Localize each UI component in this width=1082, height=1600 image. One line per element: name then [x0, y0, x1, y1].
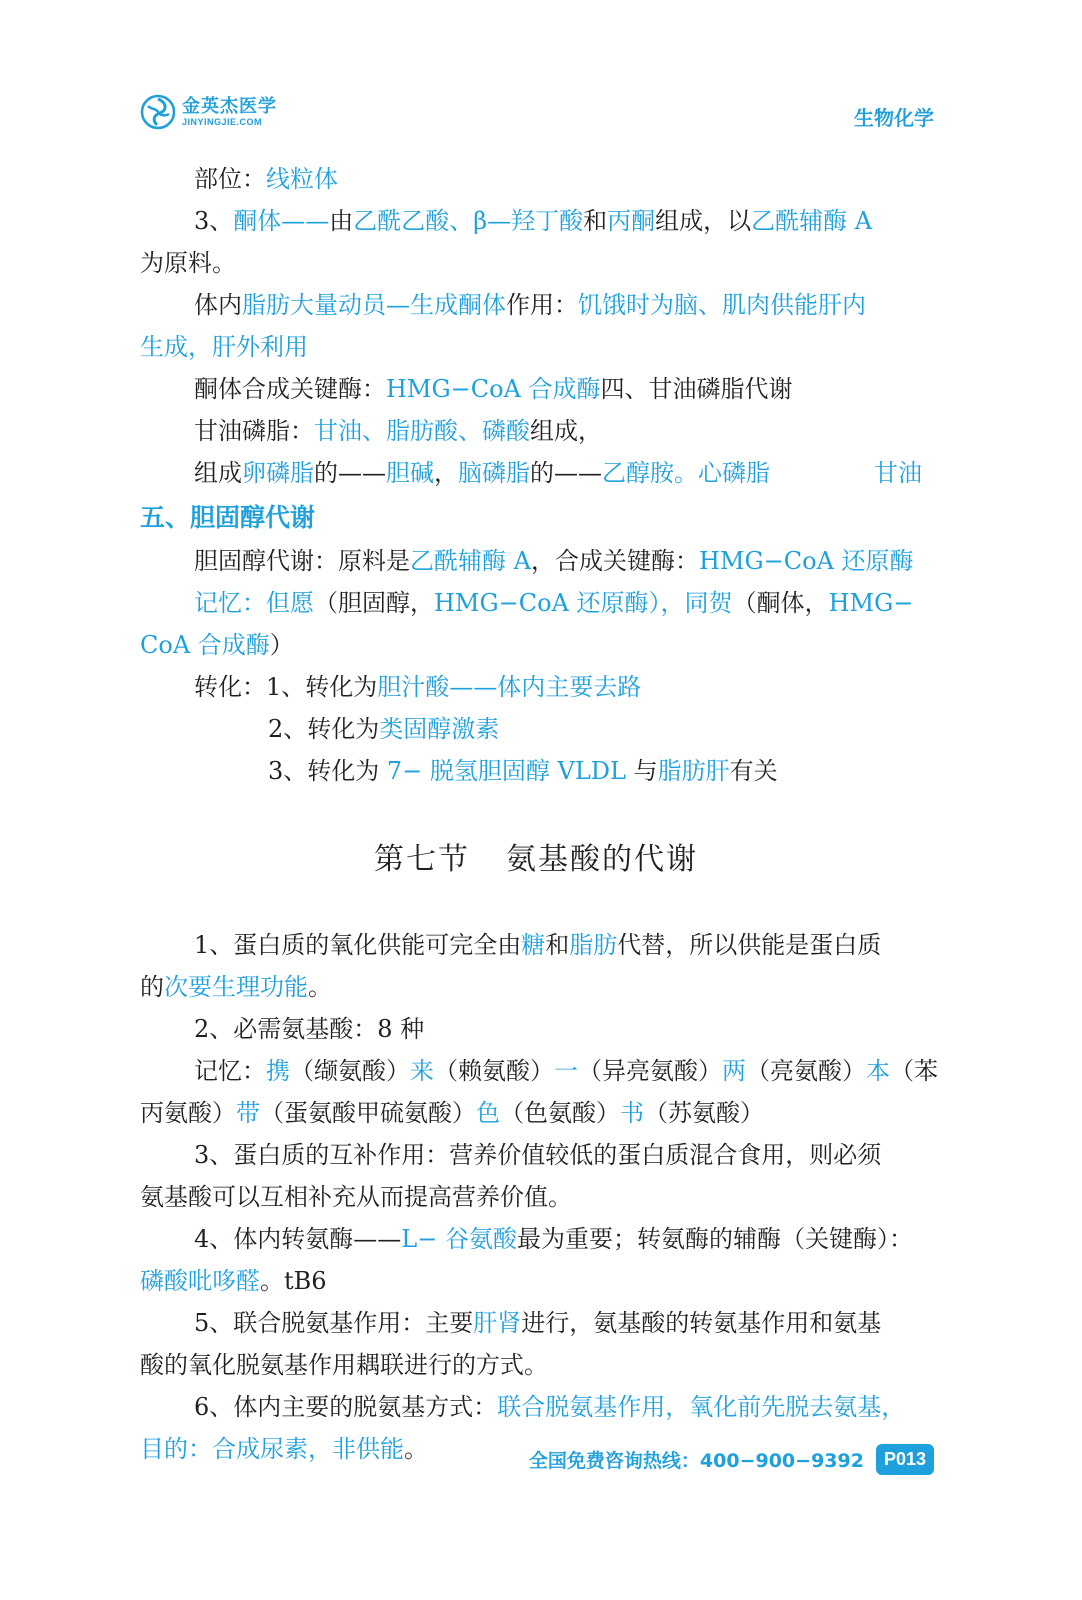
text-line: 胆固醇代谢：原料是乙酰辅酶 A，合成关键酶：HMG−CoA 还原酶	[194, 547, 914, 575]
text-line: 4、体内转氨酶——L− 谷氨酸最为重要；转氨酶的辅酶（关键酶）：	[194, 1225, 913, 1253]
text-line: 甘油磷脂：甘油、脂肪酸、磷酸组成，	[194, 417, 602, 445]
subject-title: 生物化学	[854, 106, 934, 130]
text-line: 转化：1、转化为胆汁酸——体内主要去路	[194, 673, 642, 701]
page-number-badge: P013	[876, 1444, 934, 1475]
text-line: 记忆：携（缬氨酸）来（赖氨酸）一（异亮氨酸）两（亮氨酸）本（苯	[194, 1057, 938, 1085]
text-line: 记忆：但愿（胆固醇，HMG−CoA 还原酶），同贺（酮体，HMG−	[194, 589, 914, 617]
text-line: 酮体合成关键酶：HMG−CoA 合成酶四、甘油磷脂代谢	[194, 375, 793, 403]
hotline-text: 全国免费咨询热线：400−900−9392	[528, 1450, 864, 1472]
text-line: 氨基酸可以互相补充从而提高营养价值。	[140, 1183, 572, 1211]
page-header	[0, 0, 1082, 150]
text-line: 的次要生理功能。	[140, 973, 332, 1001]
text-line: 3、转化为 7− 脱氢胆固醇 VLDL 与脂肪肝有关	[268, 757, 778, 785]
jinyingjie-swirl-logo-icon	[140, 94, 176, 130]
text-line: 目的：合成尿素，非供能。	[140, 1435, 428, 1463]
chapter-title: 第七节 氨基酸的代谢	[374, 842, 698, 877]
text-line: 6、体内主要的脱氨基方式：联合脱氨基作用，氧化前先脱去氨基，	[194, 1393, 906, 1421]
text-line: 丙氨酸）带（蛋氨酸甲硫氨酸）色（色氨酸）书（苏氨酸）	[140, 1099, 764, 1127]
text-line: 组成卵磷脂的——胆碱，脑磷脂的——乙醇胺。心磷脂 甘油	[194, 459, 922, 487]
page-footer	[529, 1444, 934, 1475]
page-content	[140, 158, 938, 1470]
text-line: 5、联合脱氨基作用：主要肝肾进行，氨基酸的转氨基作用和氨基	[194, 1309, 882, 1337]
text-line: 为原料。	[140, 249, 236, 277]
text-line: 2、必需氨基酸：8 种	[194, 1015, 425, 1043]
text-line: 体内脂肪大量动员—生成酮体作用：饥饿时为脑、肌肉供能肝内	[194, 291, 866, 319]
text-line: 磷酸吡哆醛。tB6	[140, 1267, 327, 1295]
text-line: 部位：线粒体	[194, 165, 338, 193]
logo-name: 金英杰医学	[182, 96, 277, 117]
logo	[140, 94, 277, 130]
text-line: 3、蛋白质的互补作用：营养价值较低的蛋白质混合食用，则必须	[194, 1141, 882, 1169]
text-line: 3、酮体——由乙酰乙酸、β—羟丁酸和丙酮组成，以乙酰辅酶 A	[194, 207, 873, 235]
text-line: 生成，肝外利用	[140, 333, 308, 361]
text-line: 酸的氧化脱氨基作用耦联进行的方式。	[140, 1351, 548, 1379]
logo-url: JINYINGJIE.COM	[182, 117, 263, 127]
text-line: 1、蛋白质的氧化供能可完全由糖和脂肪代替，所以供能是蛋白质	[194, 931, 882, 959]
section-heading: 五、胆固醇代谢	[140, 503, 316, 532]
text-line: 2、转化为类固醇激素	[268, 715, 500, 743]
text-line: CoA 合成酶）	[140, 631, 294, 659]
